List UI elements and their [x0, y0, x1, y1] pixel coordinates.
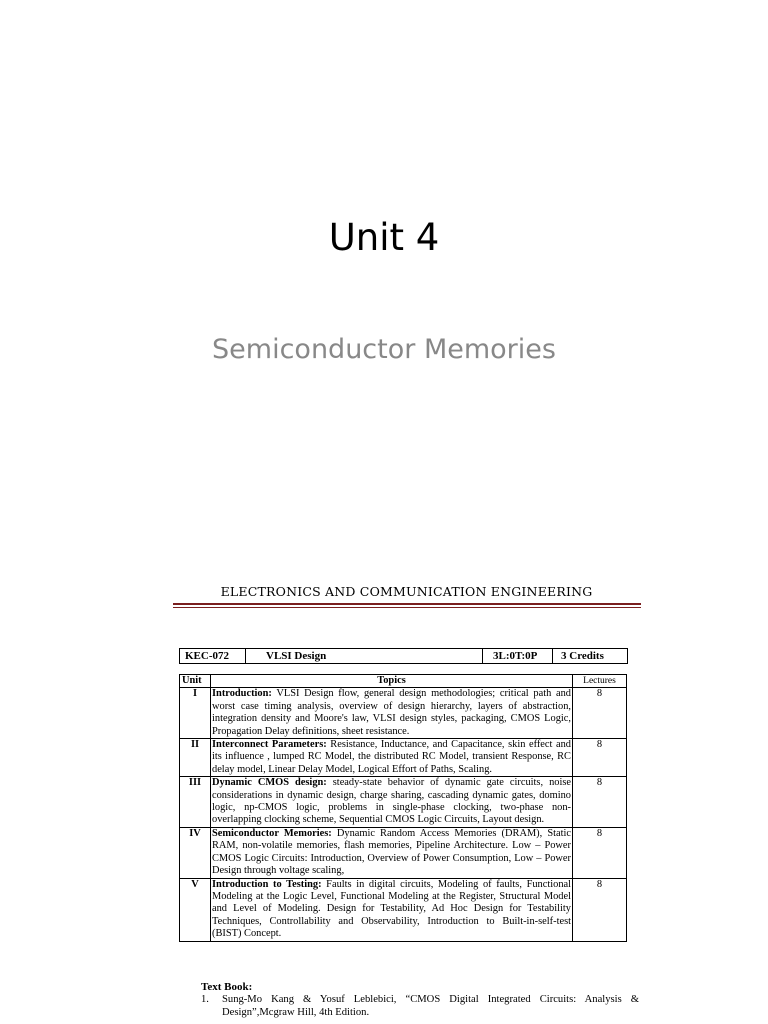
unit-topics [211, 777, 573, 828]
textbook-item-text: Sung-Mo Kang & Yosuf Leblebici, “CMOS Digital Integrated Circuits: Analysis & Design”,Mcgraw Hill, 4th Edition. [222, 994, 639, 1018]
table-header-row [180, 675, 627, 688]
lecture-count: 8 [573, 827, 627, 878]
textbook-item [201, 994, 639, 1019]
table-row [180, 739, 627, 777]
table-row [180, 777, 627, 828]
slide-subtitle: Semiconductor Memories [212, 334, 556, 365]
document-header: ELECTRONICS AND COMMUNICATION ENGINEERING [220, 584, 593, 599]
unit-topics [211, 688, 573, 739]
lecture-count: 8 [573, 739, 627, 777]
topic-body: VLSI Design flow, general design methodologies; critical path and worst case timing analysis, overview of design hierarchy, layers of abstraction, integration density and Moore's law, VLSI design styles, packaging, CMOS Logic, Propagation Delay definitions, sheet resistance. [212, 688, 571, 737]
header-unit: Unit [180, 675, 211, 688]
unit-number: I [180, 688, 211, 739]
topic-body: Dynamic Random Access Memories (DRAM), Static RAM, non-volatile memories, flash memories, Pipeline Architecture. Low – Power CMOS Logic Circuits: Introduction, Overview of Power Consumption, Low – Power Design through voltage scaling, [212, 827, 572, 877]
textbook-item-number: 1. [201, 994, 209, 1005]
course-info-row [179, 648, 628, 664]
unit-number: III [180, 777, 211, 828]
unit-topics [211, 739, 573, 777]
syllabus-table [179, 674, 627, 942]
topic-body: steady-state behavior of dynamic gate circuits, noise considerations in dynamic design, charge sharing, cascading dynamic gates, domino logic, np-CMOS logic, problems in single-phase clocking, two-phase non-overlapping clocking scheme, Sequential CMOS Logic Circuits, Layout design. [212, 777, 572, 826]
header-topics: Topics [211, 675, 573, 688]
unit-number: V [180, 878, 211, 941]
header-rule-thin [173, 607, 641, 608]
unit-number: IV [180, 827, 211, 878]
textbook-label: Text Book: [201, 981, 253, 993]
header-lectures: Lectures [573, 675, 627, 688]
unit-topics [211, 827, 573, 878]
slide-title: Unit 4 [328, 216, 440, 259]
table-row [180, 878, 627, 941]
lecture-count: 8 [573, 777, 627, 828]
lecture-count: 8 [573, 688, 627, 739]
unit-number: II [180, 739, 211, 777]
course-code: KEC-072 [180, 649, 246, 663]
lecture-count: 8 [573, 878, 627, 941]
table-row [180, 827, 627, 878]
topic-heading: Dynamic CMOS design: [212, 777, 327, 789]
header-rule [173, 603, 641, 605]
topic-heading: Semiconductor Memories: [212, 827, 332, 839]
topic-body: Resistance, Inductance, and Capacitance, skin effect and its influence , lumped RC Model, the distributed RC Model, transient Response, RC delay model, Linear Delay Model, Logical Effort of Paths, Scaling. [212, 739, 571, 775]
course-credits: 3 Credits [561, 650, 604, 662]
table-row [180, 688, 627, 739]
topic-body: Faults in digital circuits, Modeling of faults, Functional Modeling at the Logic Level, Functional Modeling at the Register, Structural Model and Level of Modeling. Design for Testability, Ad Hoc Design for Testability Techniques, Controllability and Observability, Introduction to Built-in-self-test (BIST) Concept. [212, 878, 572, 940]
topic-heading: Introduction to Testing: [212, 878, 322, 890]
course-name: VLSI Design [246, 649, 483, 663]
topic-heading: Interconnect Parameters: [212, 739, 327, 751]
unit-topics [211, 878, 573, 941]
topic-heading: Introduction: [212, 688, 272, 700]
course-ltp: 3L:0T:0P [483, 649, 553, 663]
